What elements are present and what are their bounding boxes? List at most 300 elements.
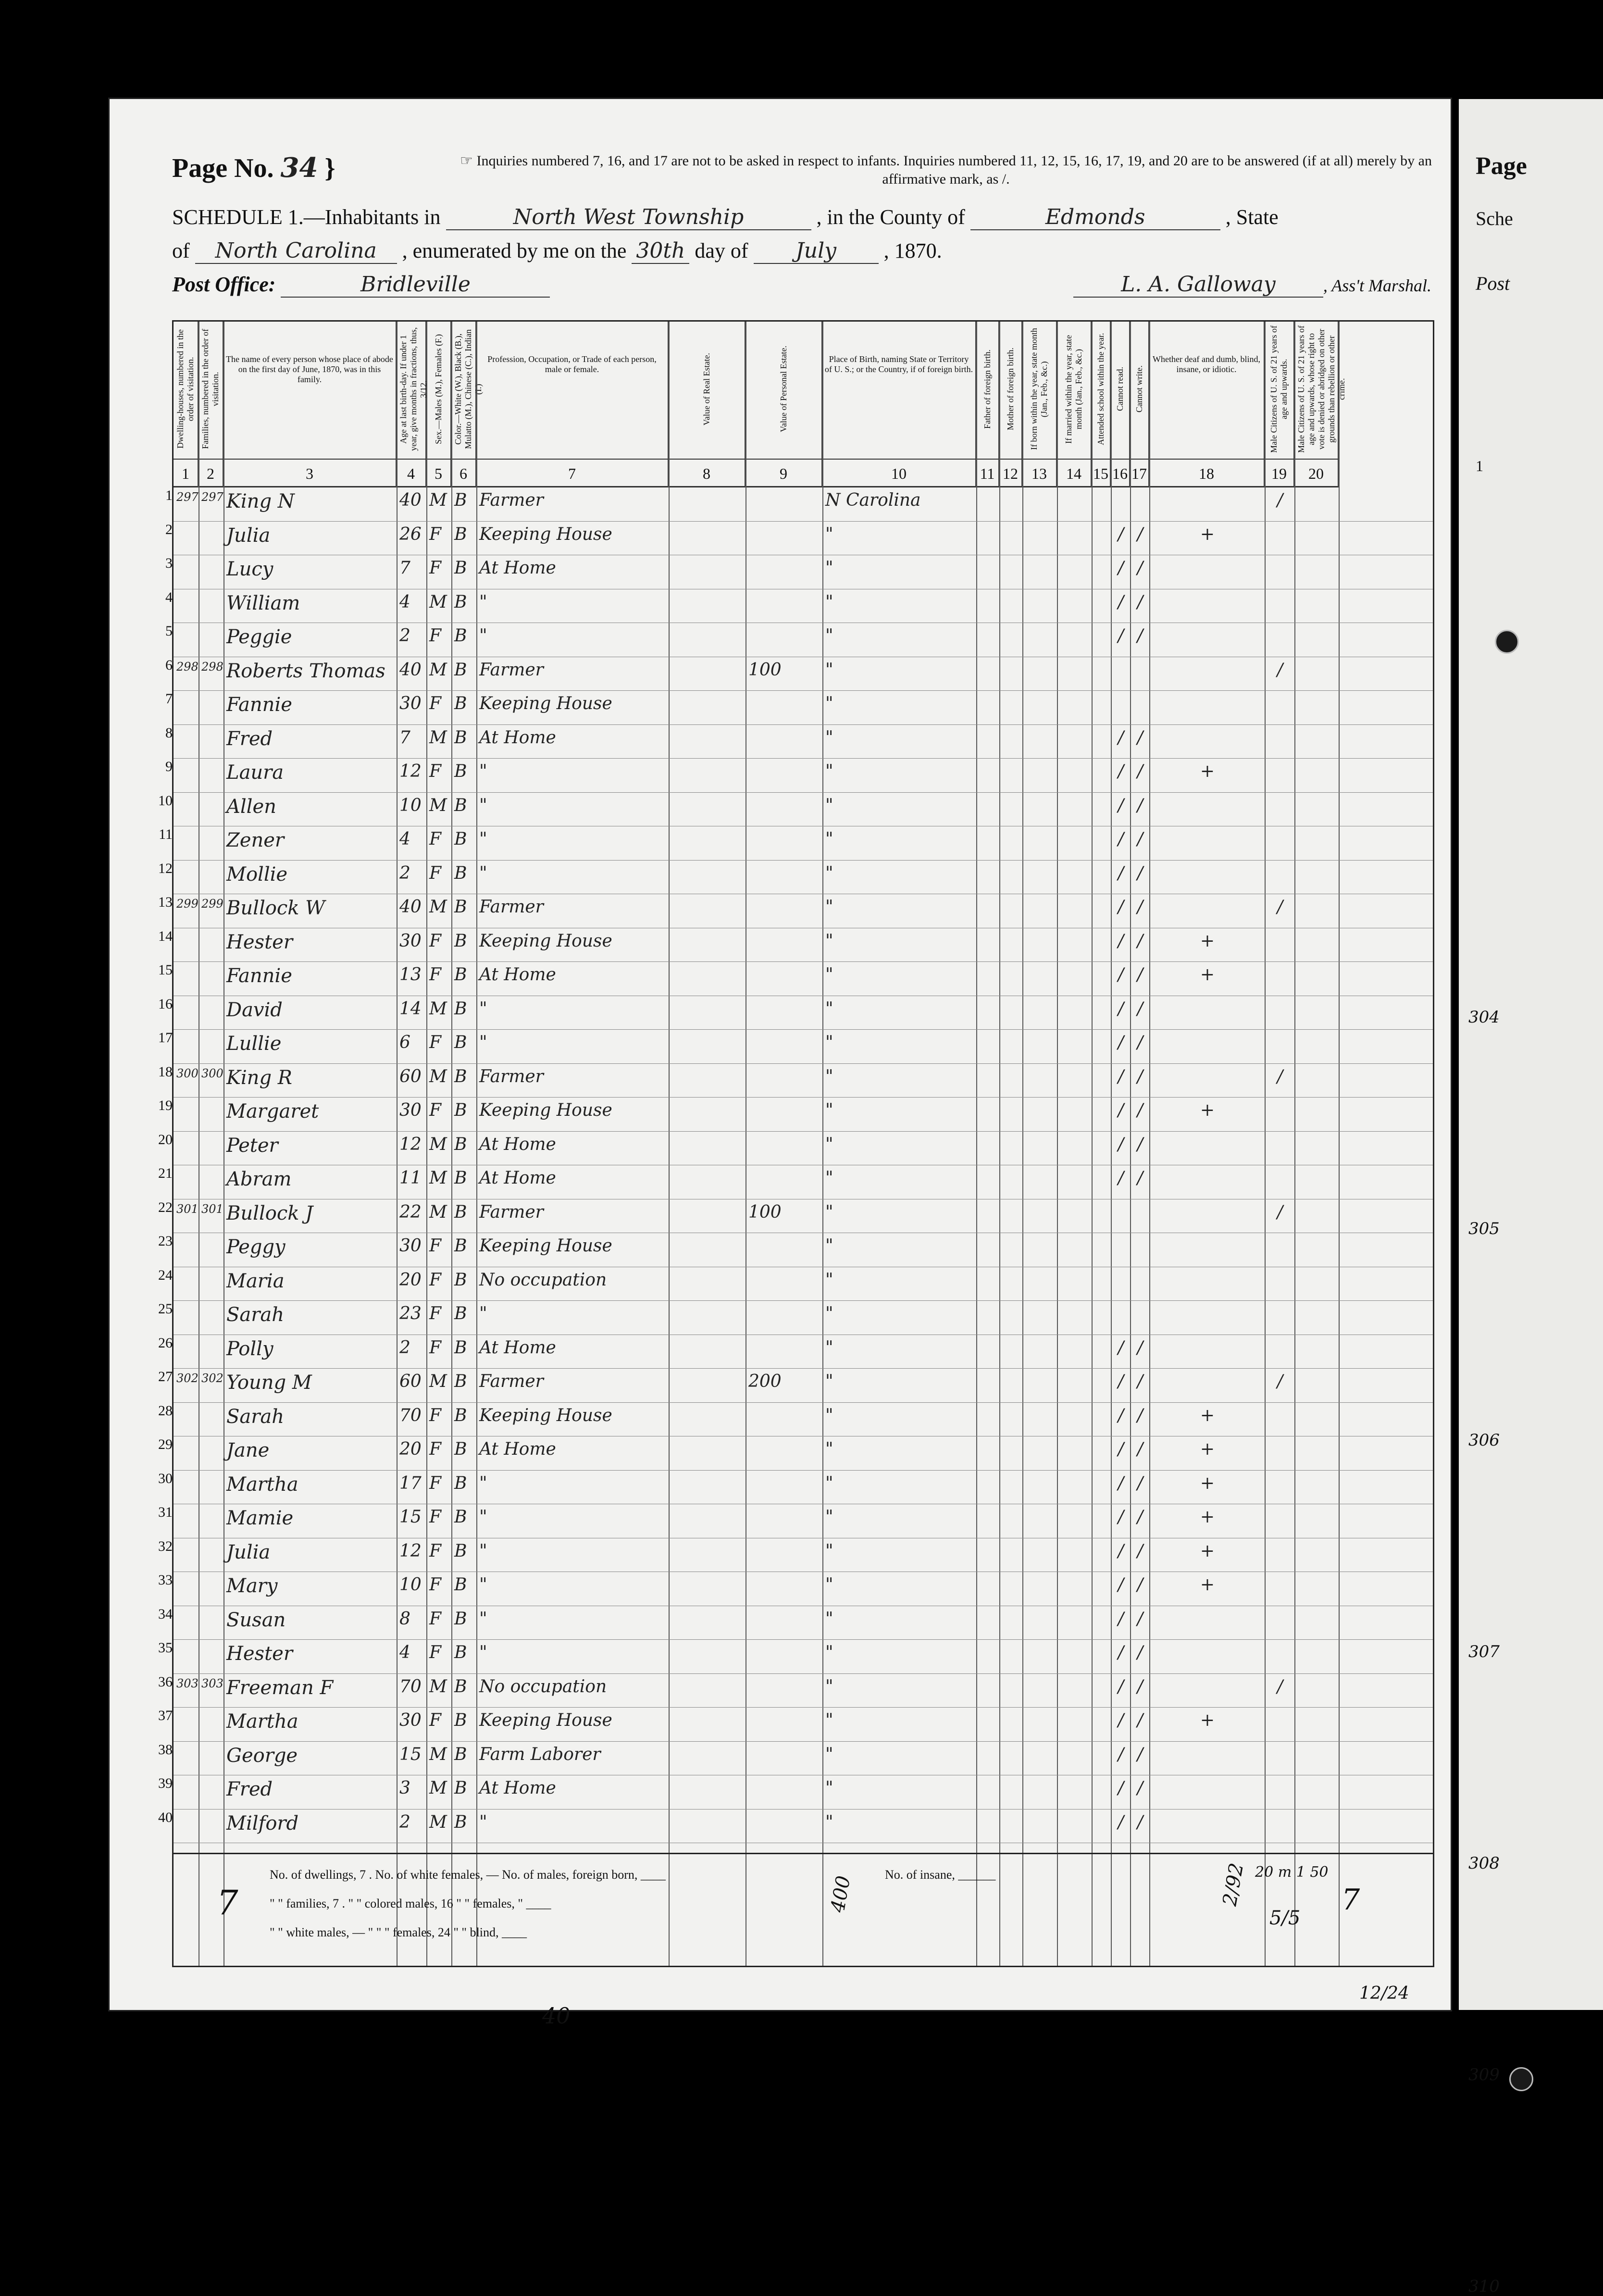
adjacent-margin-number: 306	[1468, 1431, 1500, 1450]
cell-fam: 300	[201, 1066, 224, 1080]
row-number: 15	[158, 962, 173, 978]
cell-birth: "	[825, 1236, 833, 1256]
column-number: 19	[1265, 459, 1294, 487]
cell-c19: /	[1277, 1066, 1283, 1086]
cell-c17: /	[1137, 1778, 1143, 1798]
state-label: , State	[1225, 205, 1279, 229]
cell-birth: "	[825, 1168, 833, 1188]
schedule-line	[172, 205, 1279, 230]
cell-color: B	[454, 490, 467, 510]
cell-sex: M	[429, 660, 447, 680]
of-label: of	[172, 239, 190, 262]
cell-birth: "	[825, 592, 833, 612]
column-header-6	[451, 322, 483, 459]
cell-color: B	[454, 626, 467, 646]
cell-age: 70	[399, 1676, 422, 1697]
cell-dw: 297	[176, 490, 199, 504]
cell-color: B	[454, 1100, 467, 1120]
schedule-label: SCHEDULE 1.—Inhabitants in	[172, 205, 441, 229]
adjacent-schedule-label: Sche	[1476, 208, 1513, 229]
table-row	[158, 1199, 1433, 1234]
cell-name: Peggie	[226, 626, 292, 648]
row-number: 21	[158, 1165, 173, 1181]
cell-c16: /	[1118, 727, 1124, 748]
cell-c17: /	[1137, 1134, 1143, 1154]
cell-occ: No occupation	[479, 1676, 607, 1697]
adjacent-margin-number: 309	[1468, 2065, 1500, 2084]
table-row	[158, 1775, 1433, 1809]
cell-c18: +	[1200, 1100, 1215, 1120]
cell-sex: F	[429, 965, 441, 985]
cell-color: B	[454, 1033, 467, 1052]
cell-c19: /	[1277, 1372, 1283, 1391]
cell-birth: "	[825, 660, 833, 680]
cell-color: B	[454, 1439, 467, 1459]
cell-c16: /	[1118, 1033, 1124, 1052]
cell-birth: "	[825, 1202, 833, 1222]
cell-sex: M	[429, 1372, 447, 1391]
table-row	[165, 724, 1433, 759]
cell-occ: Keeping House	[479, 1405, 612, 1425]
column-label: Male Citizens of U. S. of 21 years of age and upwards.	[1269, 325, 1289, 453]
column-header-18	[1149, 322, 1265, 459]
table-row	[165, 657, 1433, 691]
cell-birth: "	[825, 1304, 833, 1323]
cell-name: Susan	[226, 1609, 286, 1631]
month-value: July	[754, 238, 879, 264]
adjacent-margin-number: 305	[1468, 1219, 1500, 1238]
cell-sex: F	[429, 1236, 441, 1256]
cell-occ: Farmer	[479, 897, 544, 917]
cell-c17: /	[1137, 1337, 1143, 1358]
cell-birth: N Carolina	[825, 490, 921, 510]
cell-c16: /	[1118, 558, 1124, 578]
cell-age: 26	[399, 524, 422, 544]
column-label: Father of foreign birth.	[982, 349, 992, 429]
cell-c17: /	[1137, 897, 1143, 917]
cell-birth: "	[825, 1033, 833, 1052]
day-of-label: day of	[695, 239, 748, 262]
cell-occ: "	[479, 1473, 487, 1493]
cell-c19: /	[1277, 897, 1283, 917]
cell-name: Mamie	[226, 1507, 294, 1529]
cell-c16: /	[1118, 1100, 1124, 1120]
cell-sex: M	[429, 1676, 447, 1697]
cell-occ: At Home	[479, 558, 556, 578]
cell-color: B	[454, 727, 467, 748]
cell-sex: F	[429, 1439, 441, 1459]
cell-c16: /	[1118, 1134, 1124, 1154]
table-row	[158, 1402, 1433, 1437]
table-row	[165, 759, 1433, 793]
cell-color: B	[454, 1066, 467, 1086]
cell-color: B	[454, 1778, 467, 1798]
cell-name: Hester	[226, 1643, 293, 1665]
pointing-hand-icon: ☞	[460, 153, 477, 169]
cell-sex: F	[429, 1541, 441, 1561]
column-label: Age at last birth-day. If under 1 year, give months in fractions, thus, 3/12.	[398, 327, 428, 451]
page-number: Page No. 34 }	[172, 152, 336, 184]
totals-line-1: No. of dwellings, 7 . No. of white females, — No. of males, foreign born, ____	[270, 1868, 666, 1882]
cell-birth: "	[825, 931, 833, 951]
column-number: 1	[174, 459, 199, 487]
cell-sex: F	[429, 1405, 441, 1425]
cell-birth: "	[825, 897, 833, 917]
column-label: Sex.—Males (M.), Females (F.)	[433, 334, 443, 445]
cell-sex: M	[429, 1812, 447, 1832]
education-tally: 2/92	[1218, 1861, 1248, 1908]
row-number: 36	[158, 1673, 173, 1690]
cell-c16: /	[1118, 524, 1124, 544]
cell-color: B	[454, 1236, 467, 1256]
cell-occ: At Home	[479, 1134, 556, 1154]
row-number: 4	[165, 589, 173, 605]
cell-age: 13	[399, 965, 422, 985]
cell-c16: /	[1118, 1778, 1124, 1798]
cell-sex: F	[429, 863, 441, 883]
corner-margin-note: 12/24	[1359, 1984, 1409, 2003]
state-value: North Carolina	[195, 238, 397, 264]
adjacent-post-label: Post	[1476, 273, 1510, 294]
row-number: 16	[158, 996, 173, 1012]
cell-c19: /	[1277, 660, 1283, 680]
cell-occ: "	[479, 863, 487, 883]
table-row	[158, 996, 1433, 1030]
cell-c17: /	[1137, 727, 1143, 748]
binder-hole	[1509, 2067, 1533, 2091]
cell-name: Lucy	[226, 558, 273, 580]
cell-occ: "	[479, 1609, 487, 1629]
cell-sex: F	[429, 1473, 441, 1493]
cell-pers: 200	[748, 1372, 782, 1391]
post-office-label: Post Office:	[172, 273, 276, 296]
cell-c16: /	[1118, 829, 1124, 849]
cell-name: David	[226, 998, 283, 1021]
insane-count: No. of insane, ______	[885, 1868, 996, 1882]
cell-color: B	[454, 1304, 467, 1323]
column-number: 5	[426, 459, 451, 487]
cell-c17: /	[1137, 1507, 1143, 1527]
cell-color: B	[454, 1270, 467, 1290]
cell-name: Fred	[226, 727, 273, 750]
column-label: Value of Personal Estate.	[778, 346, 788, 433]
cell-occ: At Home	[479, 1337, 556, 1358]
row-number: 40	[158, 1809, 173, 1825]
cell-birth: "	[825, 761, 833, 781]
column-header-8	[669, 322, 746, 459]
cell-name: Allen	[226, 795, 276, 818]
page-number-value: 34	[280, 152, 318, 184]
row-number: 11	[159, 826, 173, 842]
cell-birth: "	[825, 1812, 833, 1832]
cell-c17: /	[1137, 761, 1143, 781]
cell-name: Laura	[226, 761, 284, 784]
column-number: 2	[199, 459, 224, 487]
cell-name: Maria	[226, 1270, 285, 1292]
column-number: 6	[451, 459, 476, 487]
cell-occ: "	[479, 1304, 487, 1323]
cell-name: Freeman F	[226, 1676, 334, 1699]
cell-birth: "	[825, 1473, 833, 1493]
cell-age: 70	[399, 1405, 422, 1425]
cell-sex: F	[429, 1337, 441, 1358]
cell-name: Zener	[226, 829, 285, 851]
cell-name: Fannie	[226, 694, 292, 716]
cell-name: Margaret	[226, 1100, 319, 1123]
cell-c18: +	[1200, 1710, 1215, 1730]
cell-c17: /	[1137, 1372, 1143, 1391]
cell-name: Peter	[226, 1134, 278, 1157]
cell-birth: "	[825, 1270, 833, 1290]
cell-c19: /	[1277, 1202, 1283, 1222]
cell-sex: M	[429, 998, 447, 1019]
column-label: Mother of foreign birth.	[1005, 348, 1015, 431]
cell-c16: /	[1118, 1643, 1124, 1662]
cell-occ: Farmer	[479, 1066, 544, 1086]
cell-c16: /	[1118, 1676, 1124, 1697]
cell-c19: /	[1277, 490, 1283, 510]
cell-name: Sarah	[226, 1405, 284, 1428]
row-number: 2	[165, 521, 173, 537]
column-header-9	[746, 322, 822, 459]
column-number: 13	[1022, 459, 1057, 487]
cell-occ: Keeping House	[479, 1236, 612, 1256]
column-label: Attended school within the year.	[1095, 333, 1106, 446]
cell-c17: /	[1137, 1168, 1143, 1188]
township-value: North West Township	[446, 205, 811, 230]
cell-pers: 100	[748, 660, 782, 680]
county-label: , in the County of	[816, 205, 965, 229]
column-label: Dwelling-houses, numbered in the order of visitation.	[175, 329, 195, 449]
cell-c18: +	[1200, 1439, 1215, 1459]
cell-age: 12	[399, 1541, 422, 1561]
census-table	[158, 320, 1434, 1967]
cell-sex: M	[429, 1778, 447, 1798]
cell-sex: F	[429, 1304, 441, 1323]
column-label: Cannot read.	[1115, 367, 1125, 412]
cell-color: B	[454, 694, 467, 713]
cell-age: 7	[399, 558, 410, 578]
column-number: 14	[1057, 459, 1092, 487]
cell-color: B	[454, 1609, 467, 1629]
row-number: 23	[158, 1233, 173, 1249]
cell-age: 2	[399, 1337, 410, 1358]
cell-sex: F	[429, 1609, 441, 1629]
cell-color: B	[454, 761, 467, 781]
cell-c16: /	[1118, 1473, 1124, 1493]
cell-c16: /	[1118, 863, 1124, 883]
cell-c17: /	[1137, 931, 1143, 951]
post-office-line	[172, 272, 1431, 298]
table-row	[165, 589, 1433, 624]
cell-age: 15	[399, 1507, 422, 1527]
cell-birth: "	[825, 1609, 833, 1629]
table-row	[158, 1301, 1433, 1335]
table-row	[158, 1673, 1433, 1708]
column-header-20	[1294, 322, 1346, 459]
cell-occ: "	[479, 1575, 487, 1595]
row-number: 31	[158, 1504, 173, 1520]
post-office-value: Bridleville	[281, 272, 550, 298]
cell-occ: "	[479, 1033, 487, 1052]
cell-c16: /	[1118, 1744, 1124, 1764]
bottom-margin-note: 40	[542, 2003, 571, 2029]
cell-age: 14	[399, 998, 422, 1019]
column-header-7	[476, 322, 669, 459]
column-header-4	[397, 322, 426, 459]
column-label: Place of Birth, naming State or Territory of U. S.; or the Country, if of foreign birth.	[824, 354, 973, 374]
cell-color: B	[454, 863, 467, 883]
deaf-tally: 20 m 1 50	[1255, 1864, 1329, 1881]
cell-c16: /	[1118, 1710, 1124, 1730]
cell-age: 40	[399, 660, 422, 680]
cell-occ: Keeping House	[479, 524, 612, 544]
table-row	[158, 928, 1433, 962]
cell-c17: /	[1137, 1439, 1143, 1459]
cell-c16: /	[1118, 1337, 1124, 1358]
column-header-5	[426, 322, 451, 459]
cell-c16: /	[1118, 1507, 1124, 1527]
cell-name: Young M	[226, 1372, 312, 1394]
cell-sex: M	[429, 592, 447, 612]
cell-color: B	[454, 524, 467, 544]
cell-name: Lullie	[226, 1033, 282, 1055]
cell-birth: "	[825, 1778, 833, 1798]
cell-color: B	[454, 558, 467, 578]
cell-color: B	[454, 795, 467, 815]
cell-c17: /	[1137, 1812, 1143, 1832]
cell-name: Fannie	[226, 965, 292, 987]
table-row	[158, 1741, 1433, 1776]
cell-name: Julia	[226, 1541, 271, 1563]
cell-c17: /	[1137, 1541, 1143, 1561]
cell-name: Mary	[226, 1575, 278, 1597]
column-header-2	[199, 322, 224, 459]
column-number: 4	[397, 459, 426, 487]
cell-name: Milford	[226, 1812, 299, 1834]
cell-occ: "	[479, 592, 487, 612]
cell-color: B	[454, 1337, 467, 1358]
cell-sex: F	[429, 1710, 441, 1730]
row-number: 10	[158, 792, 173, 809]
cell-c16: /	[1118, 761, 1124, 781]
cell-c16: /	[1118, 1541, 1124, 1561]
cell-age: 12	[399, 761, 422, 781]
row-number: 25	[158, 1301, 173, 1317]
cell-occ: "	[479, 761, 487, 781]
row-number: 5	[165, 623, 173, 639]
marshal-label: , Ass't Marshal.	[1323, 276, 1431, 295]
cell-occ: Farmer	[479, 660, 544, 680]
cell-c18: +	[1200, 524, 1215, 544]
cell-age: 30	[399, 694, 422, 713]
cell-occ: "	[479, 1507, 487, 1527]
cell-color: B	[454, 1541, 467, 1561]
column-label: If married within the year, state month (Jan., Feb., &c.)	[1064, 335, 1083, 444]
column-label: If born within the year, state month (Jan., Feb., &c.)	[1029, 328, 1049, 450]
cell-fam: 302	[201, 1372, 224, 1385]
cell-c16: /	[1118, 1609, 1124, 1629]
column-number: 17	[1130, 459, 1149, 487]
citizen-tally: 7	[1342, 1883, 1360, 1917]
cell-birth: "	[825, 1643, 833, 1662]
cell-occ: At Home	[479, 1778, 556, 1798]
table-row	[158, 894, 1433, 928]
table-row	[158, 1165, 1433, 1199]
cell-color: B	[454, 1643, 467, 1662]
table-row	[158, 1640, 1433, 1674]
cell-sex: F	[429, 1507, 441, 1527]
cell-age: 20	[399, 1439, 422, 1459]
table-row	[158, 1030, 1433, 1064]
cell-sex: F	[429, 1033, 441, 1052]
row-number: 17	[158, 1030, 173, 1046]
cell-birth: "	[825, 1710, 833, 1730]
county-value: Edmonds	[970, 205, 1220, 230]
totals-line-2: " " families, 7 . " " colored males, 16 " " females, " ____	[270, 1897, 551, 1910]
row-number: 22	[158, 1199, 173, 1215]
cell-c16: /	[1118, 1168, 1124, 1188]
dwelling-tally: 7	[217, 1883, 238, 1922]
adjacent-margin-number: 310	[1468, 2277, 1500, 2296]
cell-occ: "	[479, 1643, 487, 1662]
cell-age: 30	[399, 1100, 422, 1120]
cell-sex: M	[429, 1202, 447, 1222]
column-label: Families, numbered in the order of visitation.	[200, 329, 220, 449]
cell-name: Bullock J	[226, 1202, 313, 1224]
cell-age: 17	[399, 1473, 422, 1493]
cell-fam: 301	[201, 1202, 224, 1216]
row-number: 19	[158, 1098, 173, 1113]
totals-section	[174, 1853, 1433, 1967]
year-value: , 1870.	[883, 239, 942, 262]
cell-sex: M	[429, 1066, 447, 1086]
cell-c17: /	[1137, 1575, 1143, 1595]
cell-color: B	[454, 897, 467, 917]
cell-c16: /	[1118, 897, 1124, 917]
cell-occ: Keeping House	[479, 931, 612, 951]
cell-name: Sarah	[226, 1304, 284, 1326]
cell-color: B	[454, 1372, 467, 1391]
row-number: 6	[165, 657, 173, 673]
cell-c16: /	[1118, 1405, 1124, 1425]
cell-c16: /	[1118, 1066, 1124, 1086]
cell-sex: M	[429, 897, 447, 917]
cell-sex: F	[429, 694, 441, 713]
adjacent-col-num: 1	[1476, 457, 1483, 474]
row-number: 27	[158, 1369, 173, 1385]
cell-sex: M	[429, 1134, 447, 1154]
column-label: Profession, Occupation, or Trade of each person, male or female.	[487, 354, 657, 374]
column-header-17	[1130, 322, 1149, 459]
cell-color: B	[454, 1168, 467, 1188]
cell-age: 3	[399, 1778, 410, 1798]
cell-c17: /	[1137, 1643, 1143, 1662]
cell-birth: "	[825, 1575, 833, 1595]
cell-name: Martha	[226, 1710, 298, 1733]
column-label: Male Citizens of U. S. of 21 years of age and upwards, whose right to vote is denied or abridged on other grounds than rebellion or other crime.	[1296, 325, 1346, 453]
cell-birth: "	[825, 626, 833, 646]
cell-name: Abram	[226, 1168, 292, 1190]
column-header-13	[1022, 322, 1057, 459]
row-number: 3	[165, 555, 173, 571]
cell-c16: /	[1118, 1372, 1124, 1391]
table-row	[158, 1098, 1433, 1132]
cell-sex: M	[429, 795, 447, 815]
row-number: 26	[158, 1335, 173, 1351]
cell-color: B	[454, 1507, 467, 1527]
cell-sex: F	[429, 1270, 441, 1290]
